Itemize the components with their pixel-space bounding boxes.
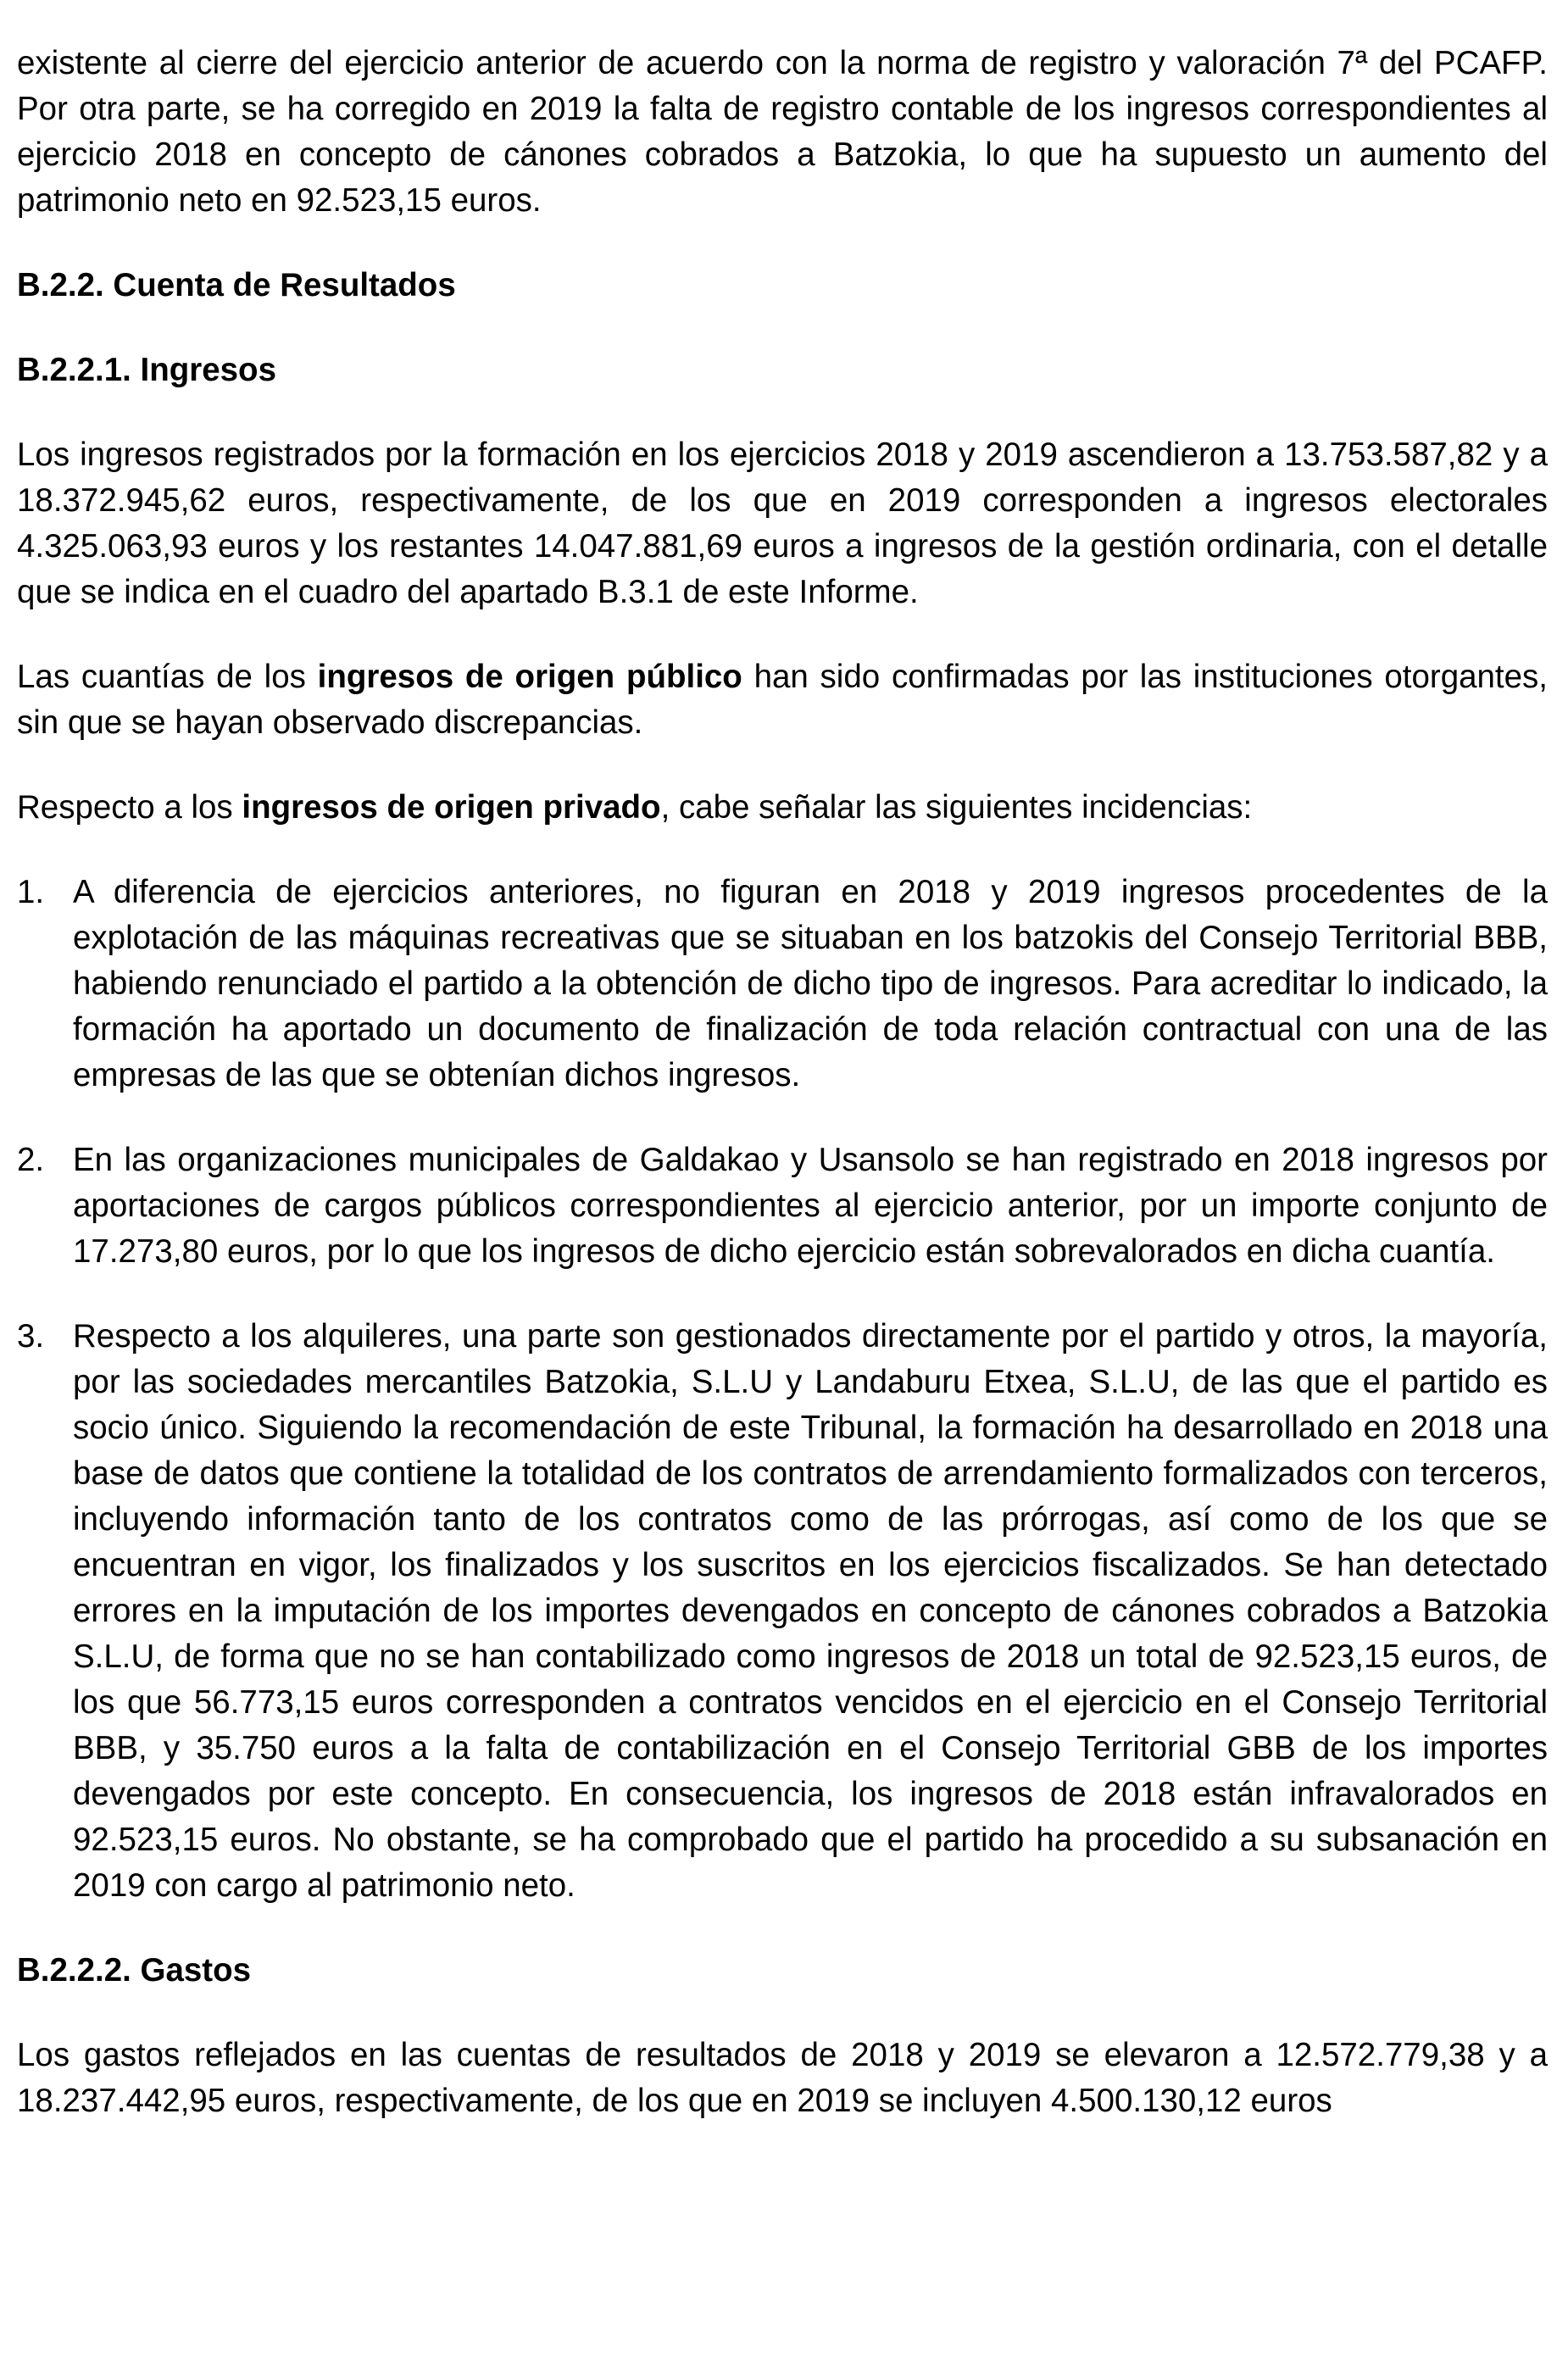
list-item-number: 3.: [17, 1318, 45, 1355]
ingresos-publico-text-pre: Las cuantías de los: [17, 659, 318, 695]
list-item-text: A diferencia de ejercicios anteriores, no figuran en 2018 y 2019 ingresos procedentes de la explotación de las máquinas recreativas que se situaban en los batzokis del Consejo Territorial BBB, habiendo renunciado el partido a la obtención de dicho tipo de ingresos. Para acreditar lo indicado, la formación ha aportado un documento de finalización de toda relación contractual con una de las empresas de las que se obtenían dichos ingresos.: [73, 874, 1548, 1093]
list-item-text: Respecto a los alquileres, una parte son gestionados directamente por el partido y otros, la mayoría, por las sociedades mercantiles Batzokia, S.L.U y Landaburu Etxea, S.L.U, de las que el partido es socio único. Siguiendo la recomendación de este Tribunal, la formación ha desarrollado en 2018 una base de datos que contiene la totalidad de los contratos de arrendamiento formalizados con terceros, incluyendo información tanto de los contratos como de las prórrogas, así como de los que se encuentran en vigor, los finalizados y los suscritos en los ejercicios fiscalizados. Se han detectado errores en la imputación de los importes devengados en concepto de cánones cobrados a Batzokia S.L.U, de forma que no se han contabilizado como ingresos de 2018 un total de 92.523,15 euros, de los que 56.773,15 euros corresponden a contratos vencidos en el ejercicio en el Consejo Territorial BBB, y 35.750 euros a la falta de contabilización en el Consejo Territorial GBB de los importes devengados por este concepto. En consecuencia, los ingresos de 2018 están infravalorados en 92.523,15 euros. No obstante, se ha comprobado que el partido ha procedido a su subsanación en 2019 con cargo al patrimonio neto.: [73, 1318, 1548, 1904]
list-item: [17, 870, 1548, 1099]
ingresos-total-paragraph: Los ingresos registrados por la formación en los ejercicios 2018 y 2019 ascendieron a 13.753.587,82 y a 18.372.945,62 euros, respectivamente, de los que en 2019 corresponden a ingresos electorales 4.325.063,93 euros y los restantes 14.047.881,69 euros a ingresos de la gestión ordinaria, con el detalle que se indica en el cuadro del apartado B.3.1 de este Informe.: [17, 437, 1548, 610]
section-heading-cuenta-resultados: B.2.2. Cuenta de Resultados: [17, 267, 456, 303]
list-item: [17, 1138, 1548, 1275]
document-page: [17, 41, 1548, 2124]
list-item-text: En las organizaciones municipales de Galdakao y Usansolo se han registrado en 2018 ingresos por aportaciones de cargos públicos correspondientes al ejercicio anterior, por un importe conjunto de 17.273,80 euros, por lo que los ingresos de dicho ejercicio están sobrevalorados en dicha cuantía.: [73, 1142, 1548, 1270]
ingresos-privado-emphasis: ingresos de origen privado: [242, 789, 661, 826]
list-item-number: 1.: [17, 874, 45, 910]
ingresos-privado-paragraph: [17, 785, 1548, 831]
section-heading-gastos: B.2.2.2. Gastos: [17, 1952, 252, 1989]
ingresos-publico-text-post: han sido confirmadas por las instituciones otorgantes, sin que se hayan observado discrepancias.: [17, 659, 1548, 741]
section-heading-ingresos: B.2.2.1. Ingresos: [17, 352, 276, 388]
ingresos-privado-text-pre: Respecto a los: [17, 789, 242, 826]
ingresos-publico-emphasis: ingresos de origen público: [317, 659, 742, 695]
incidencias-list: [17, 870, 1548, 1909]
list-item: [17, 1314, 1548, 1909]
gastos-paragraph: Los gastos reflejados en las cuentas de resultados de 2018 y 2019 se elevaron a 12.572.779,38 y a 18.237.442,95 euros, respectivamente, de los que en 2019 se incluyen 4.500.130,12 euros: [17, 2037, 1548, 2119]
intro-paragraph: existente al cierre del ejercicio anterior de acuerdo con la norma de registro y valoración 7ª del PCAFP. Por otra parte, se ha corregido en 2019 la falta de registro contable de los ingresos correspondientes al ejercicio 2018 en concepto de cánones cobrados a Batzokia, lo que ha supuesto un aumento del patrimonio neto en 92.523,15 euros.: [17, 45, 1548, 219]
ingresos-privado-text-post: , cabe señalar las siguientes incidencias:: [660, 789, 1253, 826]
ingresos-publico-paragraph: [17, 654, 1548, 746]
list-item-number: 2.: [17, 1142, 45, 1178]
